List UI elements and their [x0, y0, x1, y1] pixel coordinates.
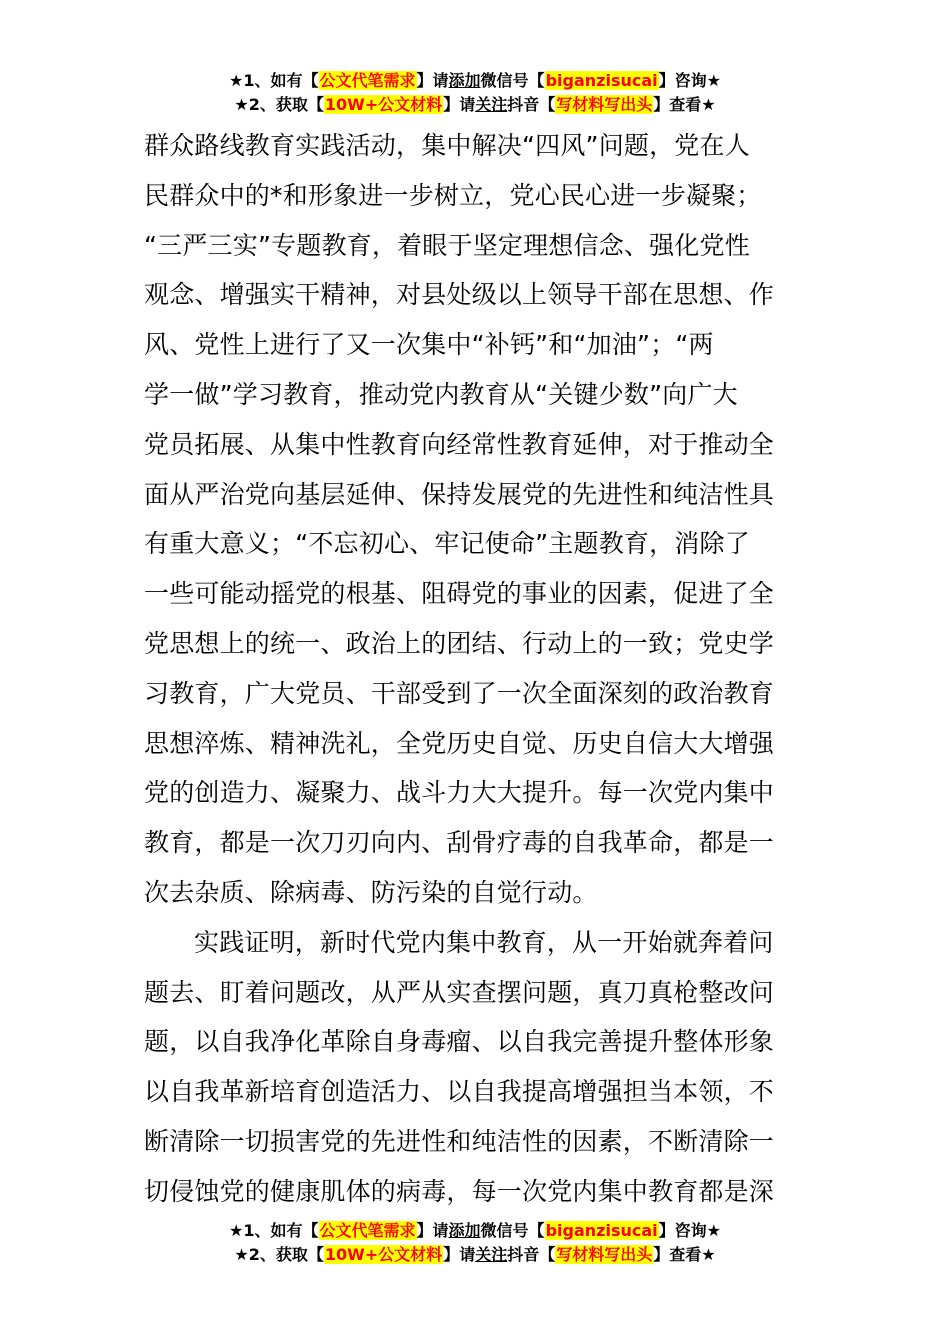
promo-suffix: 】查看★ [653, 1245, 716, 1264]
body-line: 党思想上的统一、政治上的团结、行动上的一致；党史学 [144, 628, 775, 658]
header-promo-line-2 [0, 94, 950, 116]
body-line: 观念、增强实干精神，对县处级以上领导干部在思想、作 [144, 280, 775, 310]
promo-highlight-materials: 10W+公文材料 [324, 95, 443, 114]
promo-text: 抖音【 [507, 95, 556, 114]
body-line: 题，以自我净化革除自身毒瘤、以自我完善提升整体形象 [144, 1027, 775, 1057]
footer-promo-line-1 [0, 1220, 950, 1242]
promo-emphasis: 关注 [475, 95, 508, 114]
body-line: 教育，都是一次刀刃向内、刮骨疗毒的自我革命，都是一 [144, 828, 775, 858]
promo-suffix: 】查看★ [653, 95, 716, 114]
document-body [144, 121, 808, 1217]
promo-text: 】请 [443, 1245, 476, 1264]
promo-text: 微信号【 [480, 71, 545, 90]
body-line: “三严三实”专题教育，着眼于坚定理想信念、强化党性 [144, 230, 750, 260]
promo-highlight-wechat-id: biganzisucai [545, 1221, 658, 1240]
promo-prefix: ★2、获取【 [234, 95, 324, 114]
body-line: 面从严治党向基层延伸、保持发展党的先进性和纯洁性具 [144, 479, 775, 509]
promo-emphasis: 添加 [448, 71, 481, 90]
promo-suffix: 】咨询★ [658, 1221, 721, 1240]
promo-emphasis: 关注 [475, 1245, 508, 1264]
promo-prefix: ★2、获取【 [234, 1245, 324, 1264]
promo-highlight-douyin-account: 写材料写出头 [556, 95, 653, 114]
promo-prefix: ★1、如有【 [229, 71, 319, 90]
body-line: 切侵蚀党的健康肌体的病毒，每一次党内集中教育都是深 [144, 1176, 775, 1206]
promo-highlight-service: 公文代笔需求 [319, 71, 416, 90]
body-line: 思想淬炼、精神洗礼，全党历史自觉、历史自信大大增强 [144, 728, 775, 758]
promo-emphasis: 添加 [448, 1221, 481, 1240]
body-line: 党的创造力、凝聚力、战斗力大大提升。每一次党内集中 [144, 778, 775, 808]
promo-highlight-wechat-id: biganzisucai [545, 71, 658, 90]
promo-suffix: 】咨询★ [658, 71, 721, 90]
footer-promo-line-2 [0, 1244, 950, 1266]
body-line: 党员拓展、从集中性教育向经常性教育延伸，对于推动全 [144, 429, 775, 459]
body-line: 一些可能动摇党的根基、阻碍党的事业的因素，促进了全 [144, 579, 775, 609]
body-line: 断清除一切损害党的先进性和纯洁性的因素，不断清除一 [144, 1126, 775, 1156]
body-line: 习教育，广大党员、干部受到了一次全面深刻的政治教育 [144, 678, 775, 708]
promo-text: 】请 [416, 1221, 449, 1240]
promo-prefix: ★1、如有【 [229, 1221, 319, 1240]
promo-text: 微信号【 [480, 1221, 545, 1240]
body-line: 民群众中的*和形象进一步树立，党心民心进一步凝聚； [144, 180, 762, 210]
body-line: 群众路线教育实践活动，集中解决“四风”问题，党在人 [144, 131, 750, 160]
header-promo-line-1 [0, 70, 950, 92]
body-line: 学一做”学习教育，推动党内教育从“关键少数”向广大 [144, 379, 738, 409]
promo-text: 】请 [416, 71, 449, 90]
body-line: 次去杂质、除病毒、防污染的自觉行动。 [144, 877, 598, 907]
promo-text: 抖音【 [507, 1245, 556, 1264]
body-line-paragraph-start: 实践证明，新时代党内集中教育，从一开始就奔着问 [194, 927, 774, 957]
body-line: 题去、盯着问题改，从严从实查摆问题，真刀真枪整改问 [144, 977, 775, 1007]
body-line: 有重大意义；“不忘初心、牢记使命”主题教育，消除了 [144, 529, 750, 559]
promo-highlight-materials: 10W+公文材料 [324, 1245, 443, 1264]
promo-text: 】请 [443, 95, 476, 114]
promo-highlight-douyin-account: 写材料写出头 [556, 1245, 653, 1264]
body-line: 风、党性上进行了又一次集中“补钙”和“加油”；“两 [144, 330, 714, 360]
promo-highlight-service: 公文代笔需求 [319, 1221, 416, 1240]
body-line: 以自我革新培育创造活力、以自我提高增强担当本领，不 [144, 1077, 775, 1107]
